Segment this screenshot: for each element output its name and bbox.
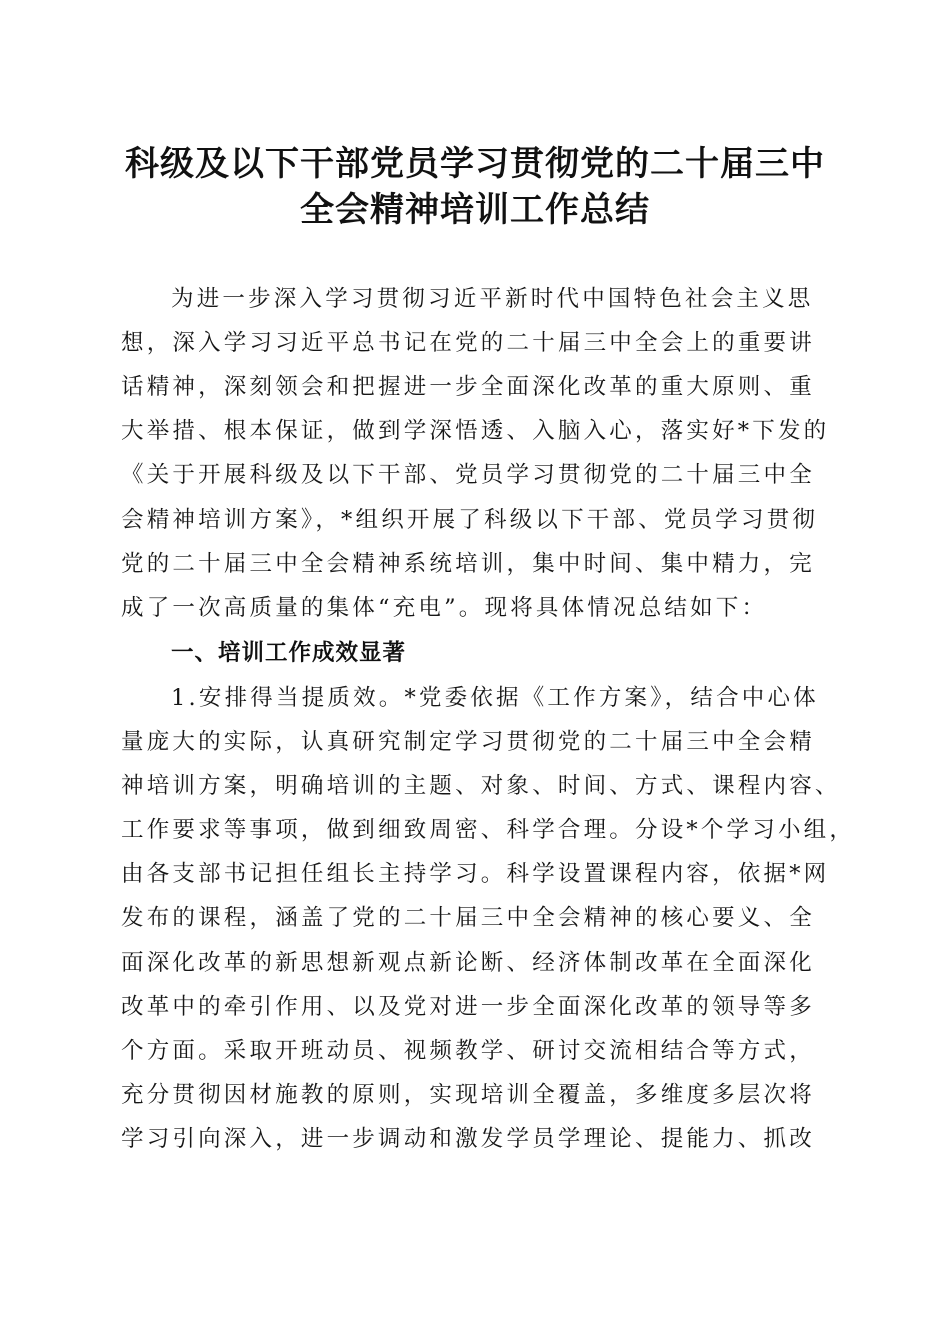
intro-line-4: 大举措、根本保证，做到学深悟透、入脑入心，落实好*下发的 xyxy=(121,418,830,444)
section-line-9: 个方面。采取开班动员、视频教学、研讨交流相结合等方式， xyxy=(121,1038,815,1064)
section-line-1: 1.安排得当提质效。*党委依据《工作方案》，结合中心体 xyxy=(171,685,819,711)
intro-line-5: 《关于开展科级及以下干部、党员学习贯彻党的二十届三中全 xyxy=(121,462,815,488)
section-line-6: 发布的课程，涵盖了党的二十届三中全会精神的核心要义、全 xyxy=(121,905,815,931)
intro-line-7: 党的二十届三中全会精神系统培训，集中时间、集中精力，完 xyxy=(121,551,815,577)
section-line-7: 面深化改革的新思想新观点新论断、经济体制改革在全面深化 xyxy=(121,950,815,976)
document-title-line-2: 全会精神培训工作总结 xyxy=(300,190,650,230)
section-line-2: 量庞大的实际，认真研究制定学习贯彻党的二十届三中全会精 xyxy=(121,729,815,755)
section-line-10: 充分贯彻因材施教的原则，实现培训全覆盖，多维度多层次将 xyxy=(121,1082,815,1108)
section-line-3: 神培训方案，明确培训的主题、对象、时间、方式、课程内容、 xyxy=(121,773,841,799)
intro-line-1: 为进一步深入学习贯彻习近平新时代中国特色社会主义思 xyxy=(171,286,814,312)
section-heading: 一、培训工作成效显著 xyxy=(171,640,407,666)
intro-line-8: 成了一次高质量的集体“充电”。现将具体情况总结如下： xyxy=(121,595,768,621)
intro-line-2: 想，深入学习习近平总书记在党的二十届三中全会上的重要讲 xyxy=(121,330,815,356)
section-line-4: 工作要求等事项，做到细致周密、科学合理。分设*个学习小组， xyxy=(121,817,856,843)
document-title-line-1: 科级及以下干部党员学习贯彻党的二十届三中 xyxy=(125,144,825,184)
intro-line-6: 会精神培训方案》，*组织开展了科级以下干部、党员学习贯彻 xyxy=(121,507,819,533)
intro-line-3: 话精神，深刻领会和把握进一步全面深化改革的重大原则、重 xyxy=(121,374,815,400)
section-line-11: 学习引向深入，进一步调动和激发学员学理论、提能力、抓改 xyxy=(121,1126,815,1152)
section-line-5: 由各支部书记担任组长主持学习。科学设置课程内容，依据*网 xyxy=(121,861,830,887)
section-line-8: 改革中的牵引作用、以及党对进一步全面深化改革的领导等多 xyxy=(121,994,815,1020)
